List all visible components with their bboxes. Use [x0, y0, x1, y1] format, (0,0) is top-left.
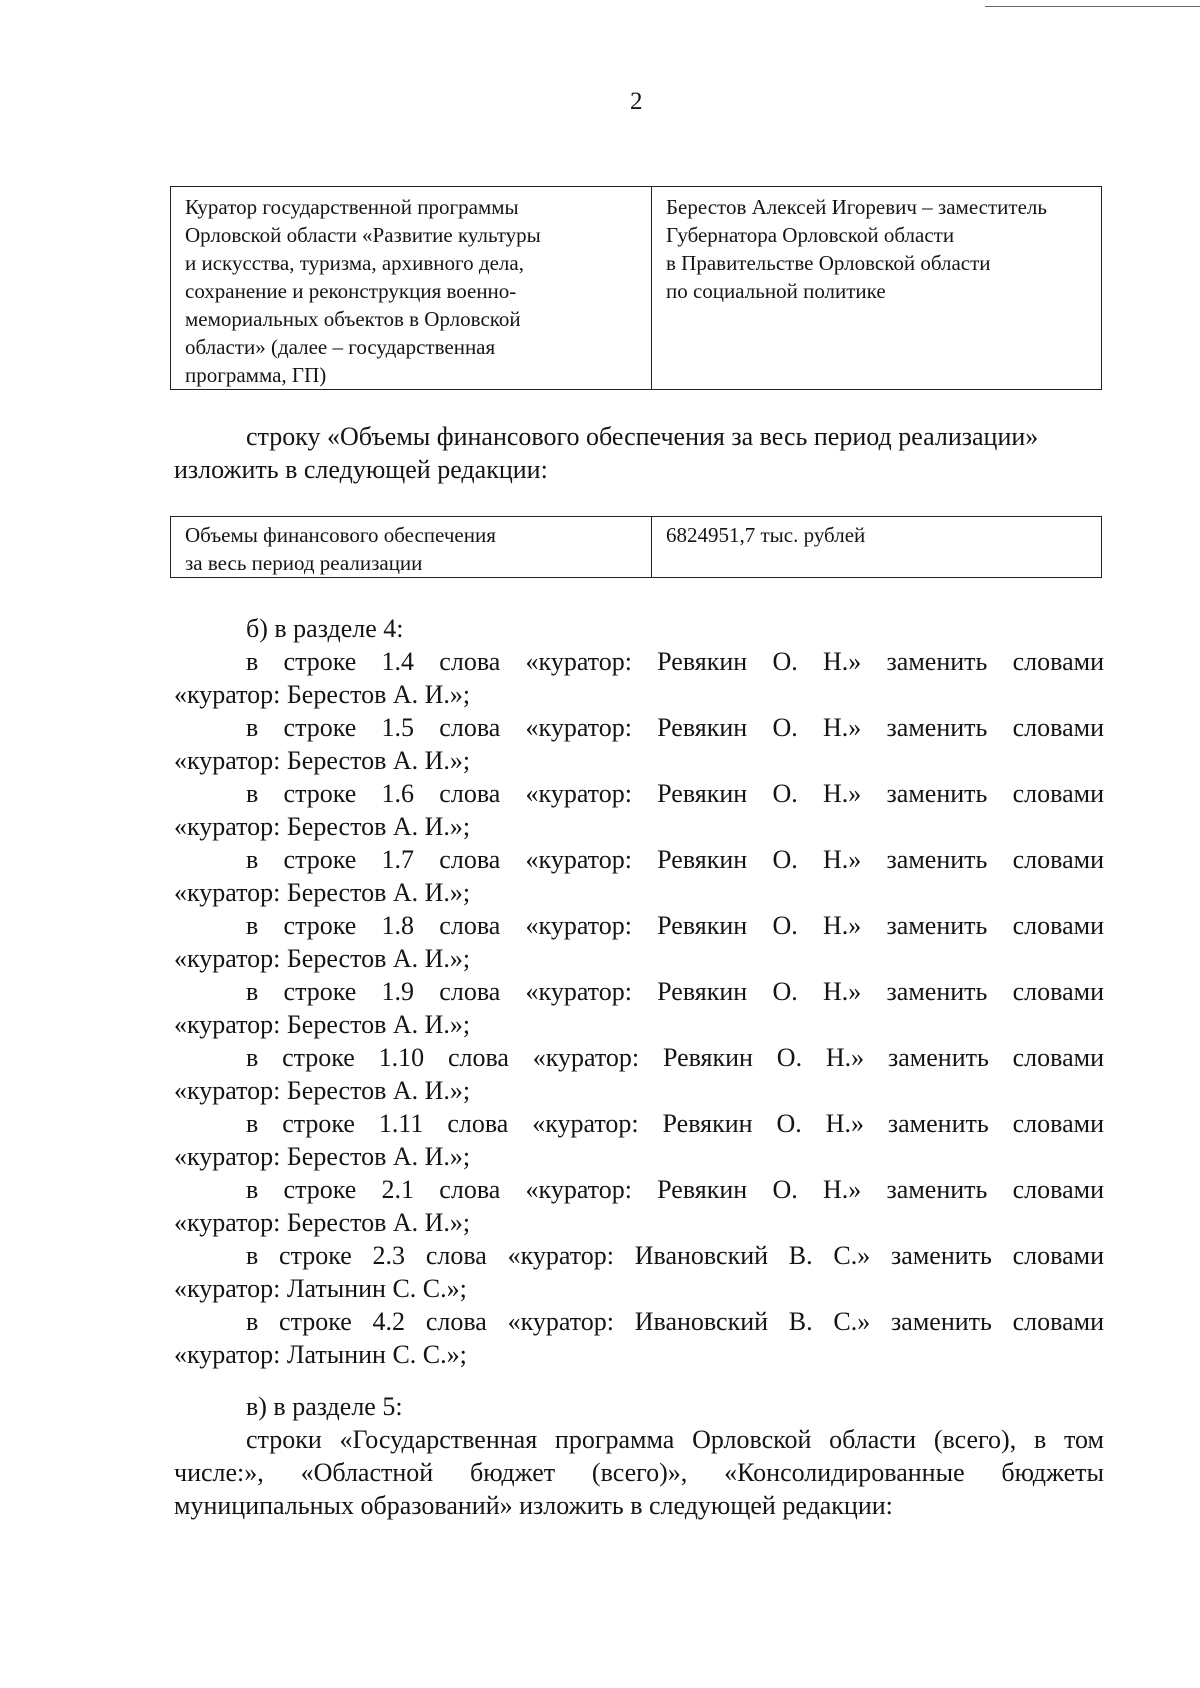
finance-label-cell [171, 517, 652, 578]
amendment-line: в строке 1.6 слова «куратор: Ревякин О. Н.» заменить словами [246, 779, 1104, 808]
curator-value-line: по социальной политике [666, 279, 886, 303]
finance-label-line: за весь период реализации [185, 551, 423, 575]
amendment-replacement: «куратор: Латынин С. С.»; [174, 1340, 467, 1369]
curator-table [170, 186, 1102, 390]
curator-value-line: Берестов Алексей Игоревич – заместитель [666, 195, 1047, 219]
section-c-paragraph: строки «Государственная программа Орловской области (всего), в том числе:», «Областной бюджет (всего)», «Консолидированные бюджеты муниципальных образований» изложить в следующей редакции: [174, 1425, 1104, 1520]
amendment-line: в строке 1.10 слова «куратор: Ревякин О. Н.» заменить словами [246, 1043, 1104, 1072]
amendment-replacement: «куратор: Берестов А. И.»; [174, 812, 471, 841]
amendment-replacement: «куратор: Берестов А. И.»; [174, 746, 471, 775]
intro-line: строку «Объемы финансового обеспечения за весь период реализации» [246, 422, 1039, 451]
section-b-heading: б) в разделе 4: [246, 614, 404, 643]
finance-table [170, 516, 1102, 578]
curator-label-line: Орловской области «Развитие культуры [185, 223, 541, 247]
section-5-block [174, 1390, 1104, 1522]
amendment-line: в строке 4.2 слова «куратор: Ивановский В. С.» заменить словами [246, 1307, 1104, 1336]
page-number: 2 [630, 88, 643, 115]
amendment-line: в строке 1.7 слова «куратор: Ревякин О. Н.» заменить словами [246, 845, 1104, 874]
curator-value-line: в Правительстве Орловской области [666, 251, 991, 275]
curator-label-line: программа, ГП) [185, 363, 327, 387]
curator-label-line: Куратор государственной программы [185, 195, 519, 219]
amendment-line: в строке 2.3 слова «куратор: Ивановский В. С.» заменить словами [246, 1241, 1104, 1270]
amendment-line: в строке 1.11 слова «куратор: Ревякин О. Н.» заменить словами [246, 1109, 1104, 1138]
curator-label-line: и искусства, туризма, архивного дела, [185, 251, 524, 275]
curator-label-line: мемориальных объектов в Орловской [185, 307, 521, 331]
curator-value-cell [652, 187, 1102, 390]
curator-label-cell [171, 187, 652, 390]
amendment-line: в строке 2.1 слова «куратор: Ревякин О. Н.» заменить словами [246, 1175, 1104, 1204]
top-edge-rule [985, 6, 1200, 7]
amendment-line: в строке 1.8 слова «куратор: Ревякин О. Н.» заменить словами [246, 911, 1104, 940]
intro-paragraph [174, 420, 1104, 486]
finance-value-cell [652, 517, 1102, 578]
amendment-line: в строке 1.9 слова «куратор: Ревякин О. Н.» заменить словами [246, 977, 1104, 1006]
curator-value-line: Губернатора Орловской области [666, 223, 955, 247]
amendment-replacement: «куратор: Берестов А. И.»; [174, 1076, 471, 1105]
amendment-replacement: «куратор: Берестов А. И.»; [174, 680, 471, 709]
amendment-line: в строке 1.5 слова «куратор: Ревякин О. Н.» заменить словами [246, 713, 1104, 742]
section-c-heading: в) в разделе 5: [246, 1392, 403, 1421]
finance-label-line: Объемы финансового обеспечения [185, 523, 496, 547]
finance-table-row [171, 517, 1102, 578]
curator-label-line: сохранение и реконструкция военно- [185, 279, 517, 303]
section-4-amendments [174, 612, 1104, 1371]
amendment-replacement: «куратор: Берестов А. И.»; [174, 1208, 471, 1237]
intro-line: изложить в следующей редакции: [174, 455, 548, 484]
finance-value: 6824951,7 тыс. рублей [666, 523, 866, 547]
amendment-replacement: «куратор: Берестов А. И.»; [174, 878, 471, 907]
amendment-replacement: «куратор: Берестов А. И.»; [174, 1142, 471, 1171]
curator-table-row [171, 187, 1102, 390]
amendment-line: в строке 1.4 слова «куратор: Ревякин О. Н.» заменить словами [246, 647, 1104, 676]
amendment-replacement: «куратор: Берестов А. И.»; [174, 944, 471, 973]
curator-label-line: области» (далее – государственная [185, 335, 496, 359]
amendment-replacement: «куратор: Латынин С. С.»; [174, 1274, 467, 1303]
amendment-replacement: «куратор: Берестов А. И.»; [174, 1010, 471, 1039]
